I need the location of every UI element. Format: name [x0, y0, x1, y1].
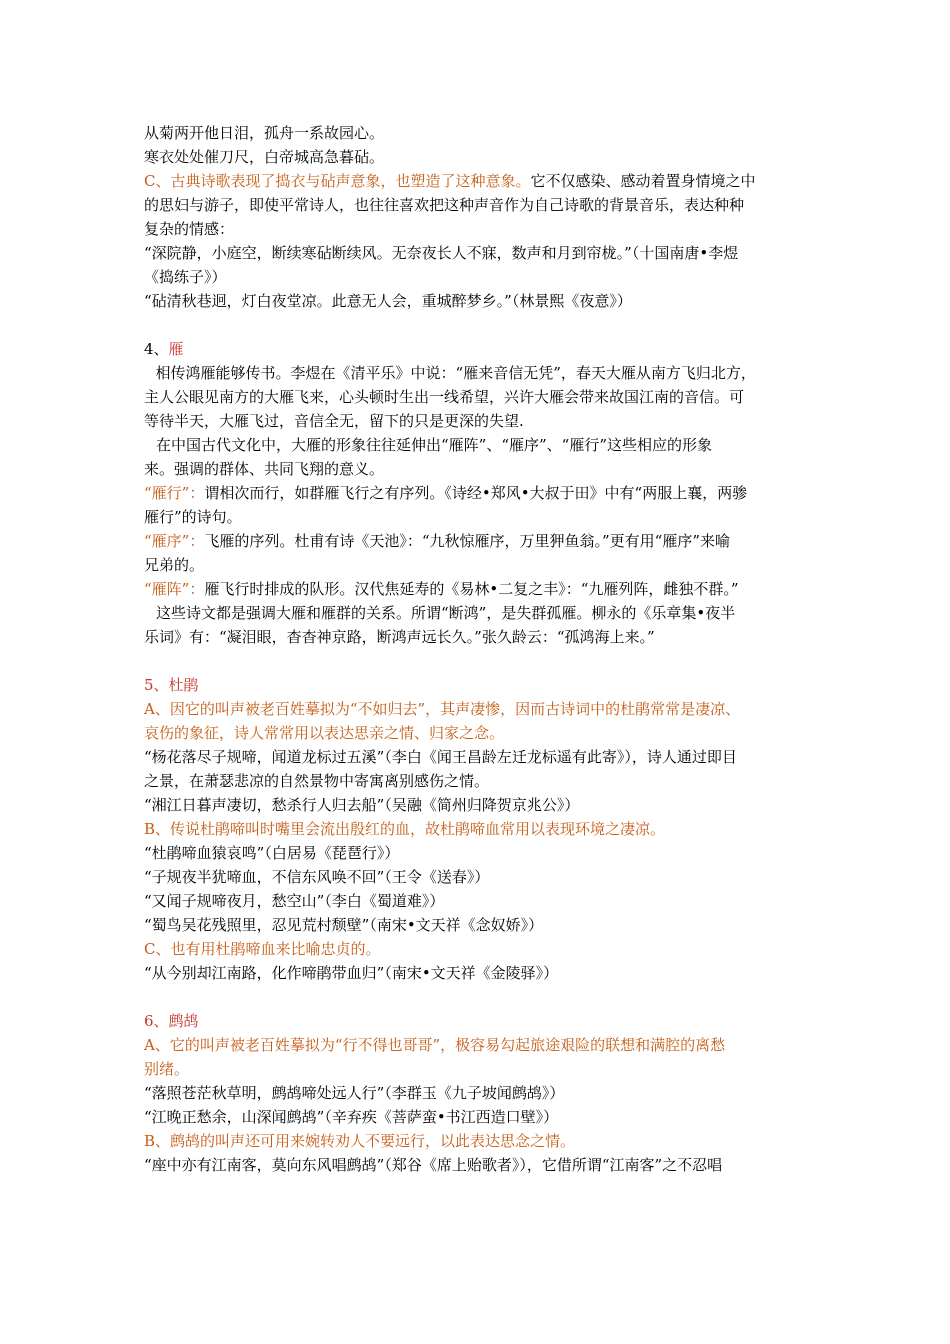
- term-text: 谓相次而行，如群雁飞行之有序列。《诗经•郑风•大叔于田》中有“两服上襄，两骖: [204, 484, 748, 502]
- quote-line: “杨花落尽子规啼，闻道龙标过五溪”（李白《闻王昌龄左迁龙标遥有此寄》），诗人通过即目: [144, 748, 737, 766]
- text-line: 寒衣处处催刀尺，白帝城高急暮砧。: [144, 148, 385, 166]
- section-title: 雁: [168, 340, 184, 358]
- term-line: [144, 481, 810, 505]
- highlight-line: B、鹧鸪的叫声还可用来婉转劝人不要远行，以此表达思念之情。: [144, 1132, 576, 1150]
- text-line: 的思妇与游子，即使平常诗人，也往往喜欢把这种声音作为自己诗歌的背景音乐，表达种种: [144, 196, 745, 214]
- quote-line: “杜鹃啼血猿哀鸣”（白居易《琵琶行》）: [144, 844, 400, 862]
- quote-line: “座中亦有江南客，莫向东风唱鹧鸪”（郑谷《席上贻歌者》），它借所谓“江南客”之不忍唱: [144, 1156, 723, 1174]
- term-line: [144, 577, 810, 601]
- paragraph-line: 来。强调的群体、共同飞翔的意义。: [144, 460, 385, 478]
- paragraph-line: 主人公眼见南方的大雁飞来，心头顿时生出一线希望，兴许大雁会带来故国江南的音信。可: [144, 388, 745, 406]
- quote-line: “从今别却江南路，化作啼鹃带血归”（南宋•文天祥《金陵驿》）: [144, 964, 559, 982]
- section-heading: 5、杜鹃: [144, 676, 199, 694]
- term-label: “雁序”：: [144, 532, 205, 550]
- text-line: 复杂的情感：: [144, 220, 235, 238]
- term-text: 飞雁的序列。杜甫有诗《天池》：“九秋惊雁序，万里狎鱼翁。”更有用“雁序”来喻: [204, 532, 731, 550]
- section-heading: 6、鹧鸪: [144, 1012, 199, 1030]
- term-line: 兄弟的。: [144, 556, 205, 574]
- term-label: “雁行”：: [144, 484, 205, 502]
- quote-line: 《捣练子》）: [144, 268, 227, 286]
- paragraph-line: 在中国古代文化中，大雁的形象往往延伸出“雁阵”、“雁序”、“雁行”这些相应的形象: [156, 436, 713, 454]
- paragraph-line: [144, 361, 810, 385]
- quote-line: “江晚正愁余，山深闻鹧鸪”（辛弃疾《菩萨蛮•书江西造口壁》）: [144, 1108, 559, 1126]
- text-line: 从菊两开他日泪，孤舟一系故园心。: [144, 124, 385, 142]
- quote-line: “深院静，小庭空，断续寒砧断续风。无奈夜长人不寐，数声和月到帘栊。”（十国南唐•李煜: [144, 244, 739, 262]
- highlight-line: A、它的叫声被老百姓摹拟为“行不得也哥哥”，极容易勾起旅途艰险的联想和满腔的离愁: [144, 1036, 726, 1054]
- highlight-line: B、传说杜鹃啼叫时嘴里会流出殷红的血，故杜鹃啼血常用以表现环境之凄凉。: [144, 820, 666, 838]
- blank-line: [144, 985, 810, 1009]
- paragraph-text: 相传鸿雁能够传书。李煜在《清平乐》中说：“雁来音信无凭”，春天大雁从南方飞归北方，: [155, 364, 756, 382]
- highlight-line: C、也有用杜鹃啼血来比喻忠贞的。: [144, 940, 381, 958]
- paragraph-line: 乐词》有：“凝泪眼，杳杳神京路，断鸿声远长久。”张久龄云：“孤鸿海上来。”: [144, 628, 655, 646]
- quote-line: “蜀鸟吴花残照里，忍见荒村颓壁”（南宋•文天祥《念奴娇》）: [144, 916, 544, 934]
- term-text: 雁飞行时排成的队形。汉代焦延寿的《易林•二复之丰》：“九雁列阵，雌独不群。”: [204, 580, 739, 598]
- term-line: [144, 529, 810, 553]
- quote-line: “湘江日暮声凄切，愁杀行人归去船”（吴融《简州归降贺京兆公》）: [144, 796, 580, 814]
- quote-line: “落照苍茫秋草明，鹧鸪啼处远人行”（李群玉《九子坡闻鹧鸪》）: [144, 1084, 565, 1102]
- highlight-line: 哀伤的象征，诗人常常用以表达思亲之情、归家之念。: [144, 724, 505, 742]
- term-label: “雁阵”：: [144, 580, 205, 598]
- paragraph-line: 这些诗文都是强调大雁和雁群的关系。所谓“断鸿”，是失群孤雁。柳永的《乐章集•夜半: [156, 604, 736, 622]
- blank-line: [144, 313, 810, 337]
- paragraph-line: 等待半天，大雁飞过，音信全无，留下的只是更深的失望.: [144, 412, 524, 430]
- blank-line: [144, 649, 810, 673]
- paragraph-text: 它不仅感染、感动着置身情境之中: [530, 172, 756, 190]
- term-line: 雁行”的诗句。: [144, 508, 242, 526]
- highlight-line: A、因它的叫声被老百姓摹拟为“不如归去”，其声凄惨，因而古诗词中的杜鹃常常是凄凉、: [144, 700, 741, 718]
- quote-line: “砧清秋巷迥，灯白夜堂凉。此意无人会，重城醉梦乡。”（林景熙《夜意》）: [144, 292, 632, 310]
- section-heading: [144, 337, 810, 361]
- quote-line: “又闻子规啼夜月，愁空山”（李白《蜀道难》）: [144, 892, 445, 910]
- quote-line: “子规夜半犹啼血，不信东风唤不回”（王令《送春》）: [144, 868, 490, 886]
- highlight-line: 别绪。: [144, 1060, 190, 1078]
- document-page: [144, 121, 810, 1177]
- text-line: [144, 169, 810, 193]
- section-number: 4、: [144, 340, 169, 358]
- highlight-heading: C、古典诗歌表现了捣衣与砧声意象，也塑造了这种意象。: [144, 172, 531, 190]
- quote-line: 之景，在萧瑟悲凉的自然景物中寄寓离别感伤之情。: [144, 772, 490, 790]
